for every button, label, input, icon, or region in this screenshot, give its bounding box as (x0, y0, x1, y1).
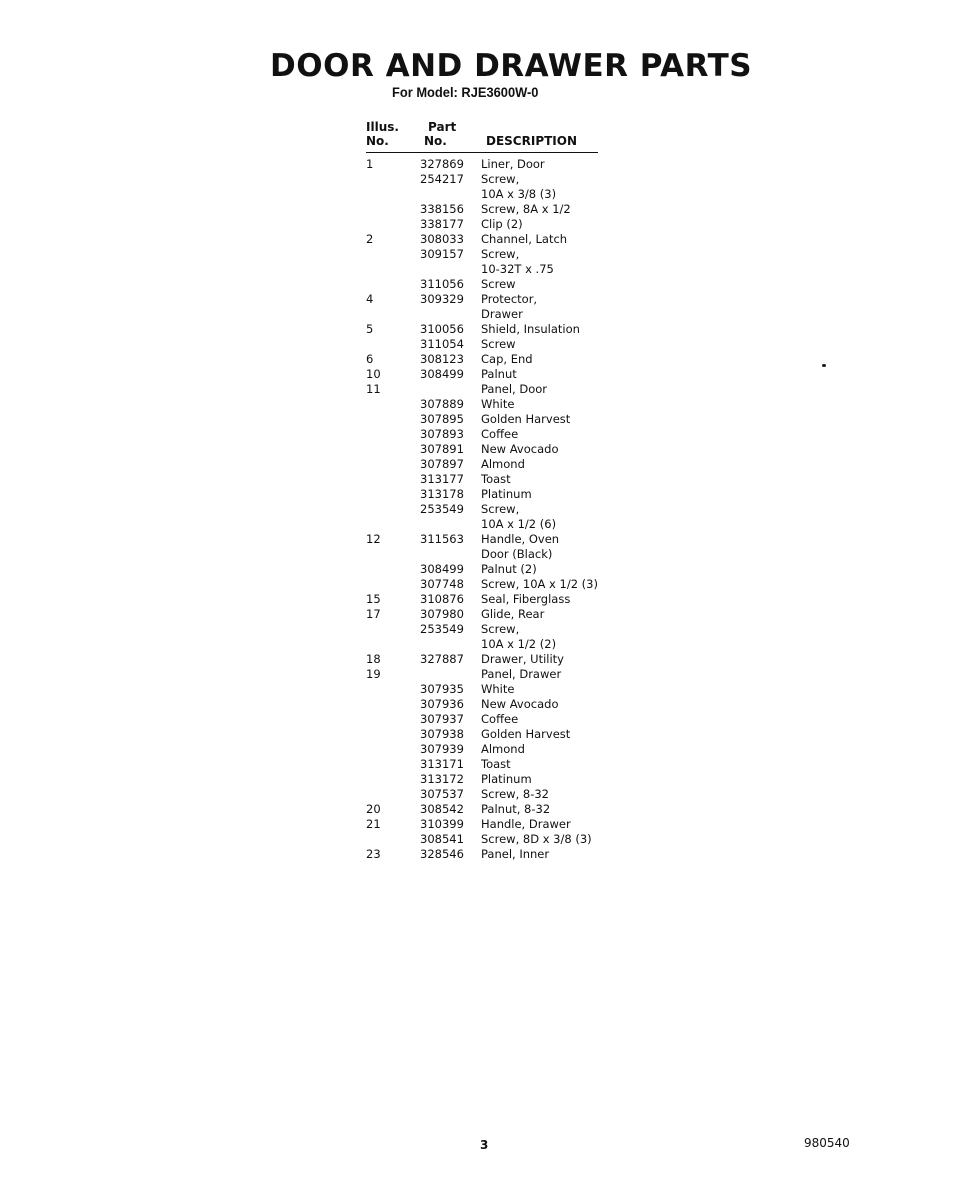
part-description: Almond (481, 742, 525, 756)
part-number: 338156 (420, 202, 464, 216)
part-description: Drawer, Utility (481, 652, 564, 666)
table-row (366, 157, 606, 172)
table-row (366, 202, 606, 217)
illus-number: 15 (366, 592, 381, 606)
part-number: 307748 (420, 577, 464, 591)
part-number: 308123 (420, 352, 464, 366)
part-description: Liner, Door (481, 157, 545, 171)
illus-number: 18 (366, 652, 381, 666)
part-description: White (481, 397, 515, 411)
part-description: 10A x 3/8 (3) (481, 187, 557, 201)
illus-number: 4 (366, 292, 374, 306)
table-row (366, 622, 606, 637)
header-part-top: Part (428, 120, 457, 134)
part-number: 307897 (420, 457, 464, 471)
part-description: Panel, Inner (481, 847, 550, 861)
table-row (366, 247, 606, 262)
parts-table (366, 118, 606, 862)
table-row (366, 727, 606, 742)
table-row (366, 532, 606, 547)
illus-number: 2 (366, 232, 374, 246)
part-number: 327887 (420, 652, 464, 666)
table-row (366, 652, 606, 667)
part-number: 254217 (420, 172, 464, 186)
model-subtitle: For Model: RJE3600W-0 (392, 84, 539, 100)
table-row (366, 472, 606, 487)
part-description: Seal, Fiberglass (481, 592, 571, 606)
part-description: Palnut, 8-32 (481, 802, 551, 816)
part-number: 310056 (420, 322, 464, 336)
part-description: Screw, (481, 622, 520, 636)
part-description: Handle, Drawer (481, 817, 571, 831)
part-number: 313177 (420, 472, 464, 486)
table-row (366, 697, 606, 712)
illus-number: 5 (366, 322, 374, 336)
table-row (366, 832, 606, 847)
part-number: 308542 (420, 802, 464, 816)
table-row (366, 607, 606, 622)
part-number: 311054 (420, 337, 464, 351)
table-row (366, 397, 606, 412)
illus-number: 19 (366, 667, 381, 681)
table-row (366, 457, 606, 472)
part-number: 307895 (420, 412, 464, 426)
table-row (366, 847, 606, 862)
part-number: 338177 (420, 217, 464, 231)
table-row (366, 307, 606, 322)
table-row (366, 592, 606, 607)
part-number: 309329 (420, 292, 464, 306)
table-row (366, 427, 606, 442)
part-description: Shield, Insulation (481, 322, 580, 336)
table-row (366, 787, 606, 802)
part-description: Screw, 10A x 1/2 (3) (481, 577, 598, 591)
header-description: DESCRIPTION (486, 134, 578, 148)
table-row (366, 502, 606, 517)
table-row (366, 637, 606, 652)
table-row (366, 547, 606, 562)
part-number: 307893 (420, 427, 464, 441)
part-number: 307937 (420, 712, 464, 726)
table-row (366, 772, 606, 787)
part-number: 307935 (420, 682, 464, 696)
table-row (366, 382, 606, 397)
table-row (366, 442, 606, 457)
table-row (366, 412, 606, 427)
table-row (366, 577, 606, 592)
part-number: 328546 (420, 847, 464, 861)
part-description: Glide, Rear (481, 607, 545, 621)
illus-number: 11 (366, 382, 381, 396)
part-description: Panel, Door (481, 382, 547, 396)
part-description: New Avocado (481, 697, 559, 711)
table-row (366, 322, 606, 337)
header-part-bottom: No. (424, 134, 447, 148)
part-description: Golden Harvest (481, 412, 571, 426)
part-description: Cap, End (481, 352, 533, 366)
part-number: 253549 (420, 622, 464, 636)
part-description: Screw, 8D x 3/8 (3) (481, 832, 592, 846)
table-row (366, 187, 606, 202)
table-row (366, 682, 606, 697)
part-description: Palnut (2) (481, 562, 537, 576)
illus-number: 21 (366, 817, 381, 831)
illus-number: 17 (366, 607, 381, 621)
part-number: 308499 (420, 562, 464, 576)
part-description: Drawer (481, 307, 523, 321)
part-description: White (481, 682, 515, 696)
part-description: Screw, 8-32 (481, 787, 549, 801)
part-number: 309157 (420, 247, 464, 261)
table-row (366, 487, 606, 502)
table-row (366, 562, 606, 577)
table-row (366, 742, 606, 757)
page-title: DOOR AND DRAWER PARTS (270, 48, 753, 84)
table-row (366, 292, 606, 307)
part-description: Coffee (481, 427, 519, 441)
part-description: 10A x 1/2 (2) (481, 637, 557, 651)
part-description: Door (Black) (481, 547, 553, 561)
header-illus-top: Illus. (366, 120, 399, 134)
part-description: Golden Harvest (481, 727, 571, 741)
part-description: Screw (481, 337, 516, 351)
table-row (366, 352, 606, 367)
part-description: Panel, Drawer (481, 667, 562, 681)
part-number: 307537 (420, 787, 464, 801)
part-number: 313178 (420, 487, 464, 501)
part-number: 307891 (420, 442, 464, 456)
table-row (366, 817, 606, 832)
part-number: 307938 (420, 727, 464, 741)
part-number: 308033 (420, 232, 464, 246)
table-row (366, 262, 606, 277)
part-description: 10A x 1/2 (6) (481, 517, 557, 531)
part-description: Almond (481, 457, 525, 471)
part-number: 307980 (420, 607, 464, 621)
part-description: Platinum (481, 772, 532, 786)
part-description: Channel, Latch (481, 232, 568, 246)
part-number: 310876 (420, 592, 464, 606)
part-number: 253549 (420, 502, 464, 516)
table-row (366, 712, 606, 727)
part-description: Screw, (481, 172, 520, 186)
part-number: 307939 (420, 742, 464, 756)
part-number: 307889 (420, 397, 464, 411)
part-number: 308541 (420, 832, 464, 846)
part-number: 311563 (420, 532, 464, 546)
table-row (366, 337, 606, 352)
part-description: Screw (481, 277, 516, 291)
part-description: Handle, Oven (481, 532, 560, 546)
table-row (366, 802, 606, 817)
table-row (366, 757, 606, 772)
table-row (366, 217, 606, 232)
table-row (366, 667, 606, 682)
part-description: Toast (481, 472, 511, 486)
table-row (366, 517, 606, 532)
part-description: Clip (2) (481, 217, 523, 231)
page-number: 3 (480, 1138, 489, 1152)
illus-number: 10 (366, 367, 381, 381)
part-description: Palnut (481, 367, 517, 381)
part-description: Screw, 8A x 1/2 (481, 202, 571, 216)
part-number: 313172 (420, 772, 464, 786)
illus-number: 1 (366, 157, 374, 171)
part-number: 307936 (420, 697, 464, 711)
table-row (366, 172, 606, 187)
part-number: 313171 (420, 757, 464, 771)
illus-number: 23 (366, 847, 381, 861)
illus-number: 12 (366, 532, 381, 546)
part-number: 311056 (420, 277, 464, 291)
part-number: 327869 (420, 157, 464, 171)
table-body (366, 157, 606, 862)
table-row (366, 232, 606, 247)
part-description: Coffee (481, 712, 519, 726)
illus-number: 20 (366, 802, 381, 816)
part-number: 308499 (420, 367, 464, 381)
header-illus-bottom: No. (366, 134, 389, 148)
table-header (366, 118, 598, 153)
table-row (366, 367, 606, 382)
part-number: 310399 (420, 817, 464, 831)
document-number: 980540 (804, 1136, 850, 1150)
part-description: Protector, (481, 292, 538, 306)
part-description: Platinum (481, 487, 532, 501)
illus-number: 6 (366, 352, 374, 366)
part-description: Toast (481, 757, 511, 771)
part-description: Screw, (481, 502, 520, 516)
part-description: 10-32T x .75 (481, 262, 554, 276)
part-description: Screw, (481, 247, 520, 261)
scan-speck (822, 364, 826, 367)
table-row (366, 277, 606, 292)
part-description: New Avocado (481, 442, 559, 456)
